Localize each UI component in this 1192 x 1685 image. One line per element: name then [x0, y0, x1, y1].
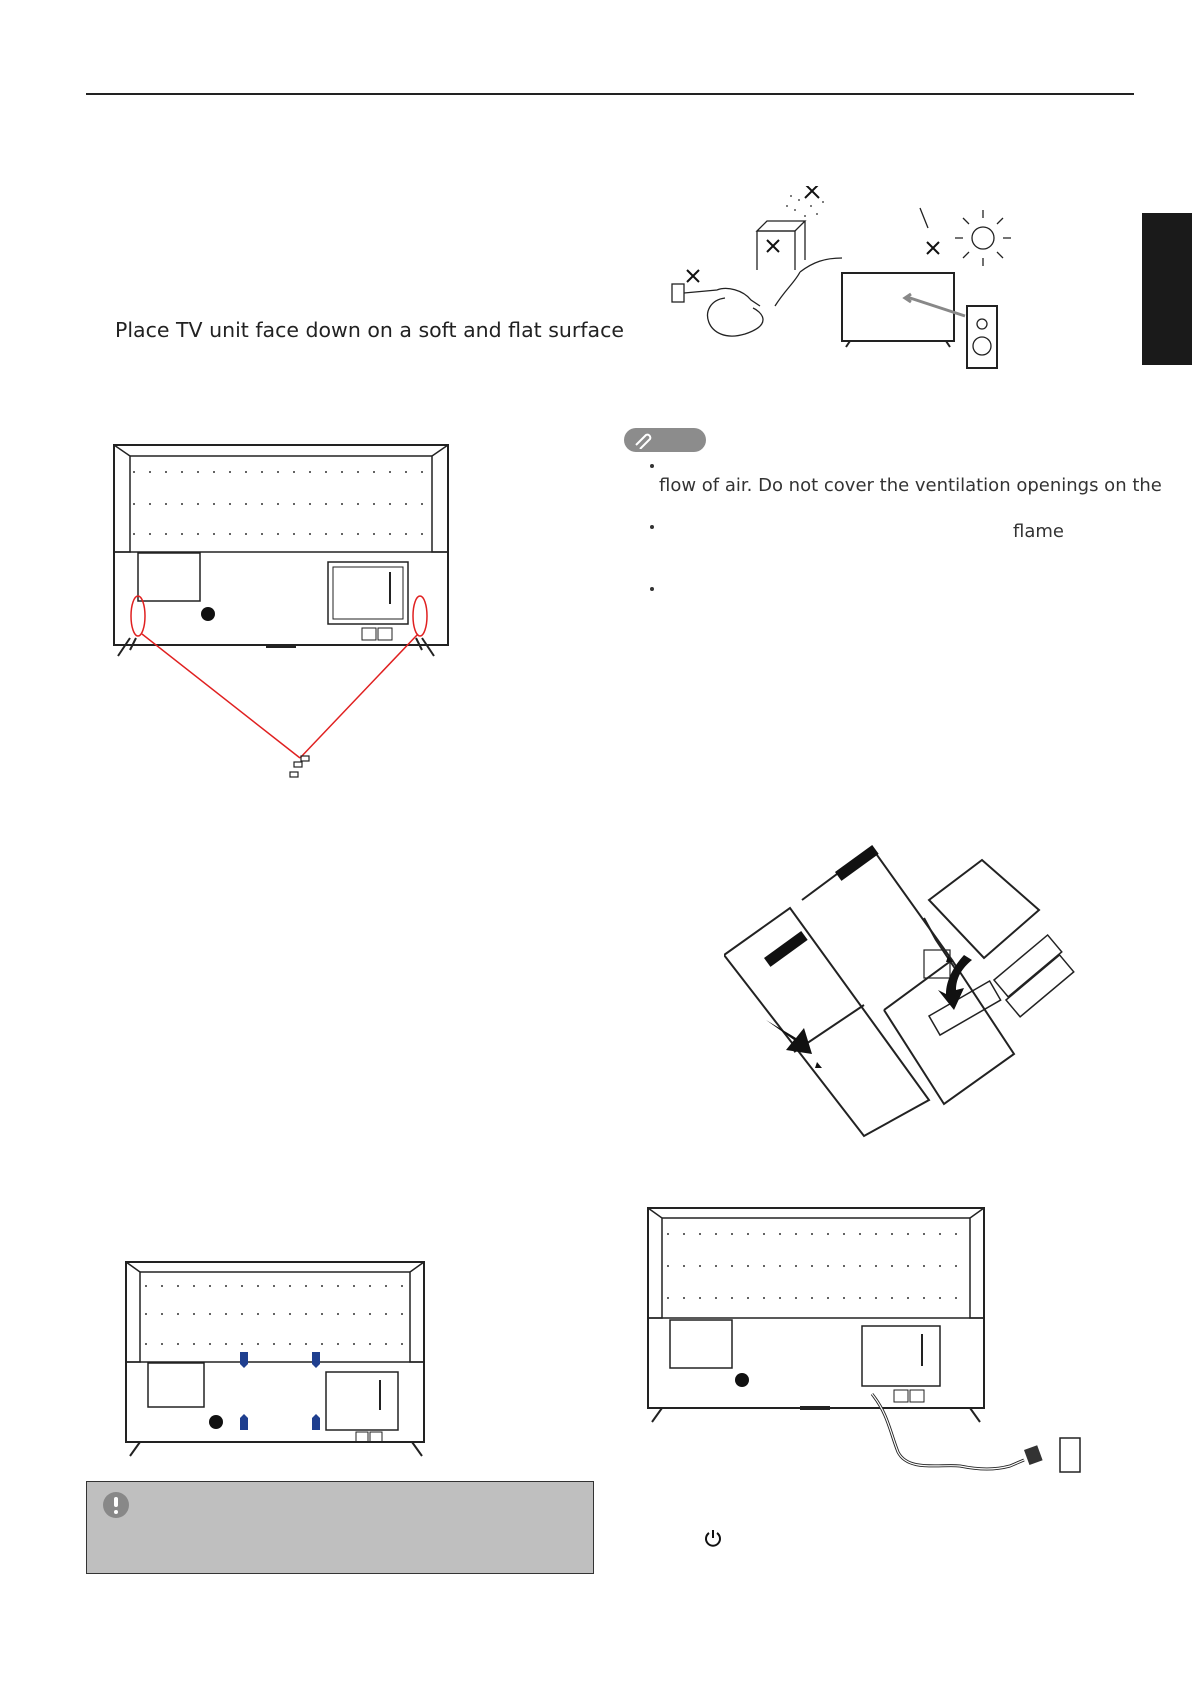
vent-dot-grid: [133, 471, 423, 535]
vent-dot-grid: [667, 1233, 957, 1299]
place-face-down-instruction: Place TV unit face down on a soft and flat surface: [115, 318, 624, 342]
note-bullet-2: flame: [1013, 521, 1064, 542]
screw-icon: [290, 756, 309, 777]
paperclip-icon: [632, 431, 654, 449]
wallmount-screw-icons: [240, 1352, 320, 1430]
tv-power-connection-figure: [640, 1204, 1090, 1494]
vent-dot-grid: [145, 1285, 403, 1345]
remote-battery-figure: [724, 840, 1084, 1140]
tv-back-wallmount-figure: [112, 1250, 442, 1465]
language-tab: [1142, 213, 1192, 365]
exclamation-icon: [103, 1492, 129, 1518]
header-rule: [86, 93, 1134, 95]
note-badge: [624, 428, 706, 452]
note-bullet-1: flow of air. Do not cover the ventilation openings on the: [659, 475, 1162, 496]
note-bullet-markers: [648, 460, 658, 600]
power-icon: [703, 1528, 723, 1548]
placement-hazards-figure: [665, 186, 1065, 406]
tv-back-stand-screws-figure: [100, 438, 470, 798]
warning-box: [86, 1481, 594, 1574]
